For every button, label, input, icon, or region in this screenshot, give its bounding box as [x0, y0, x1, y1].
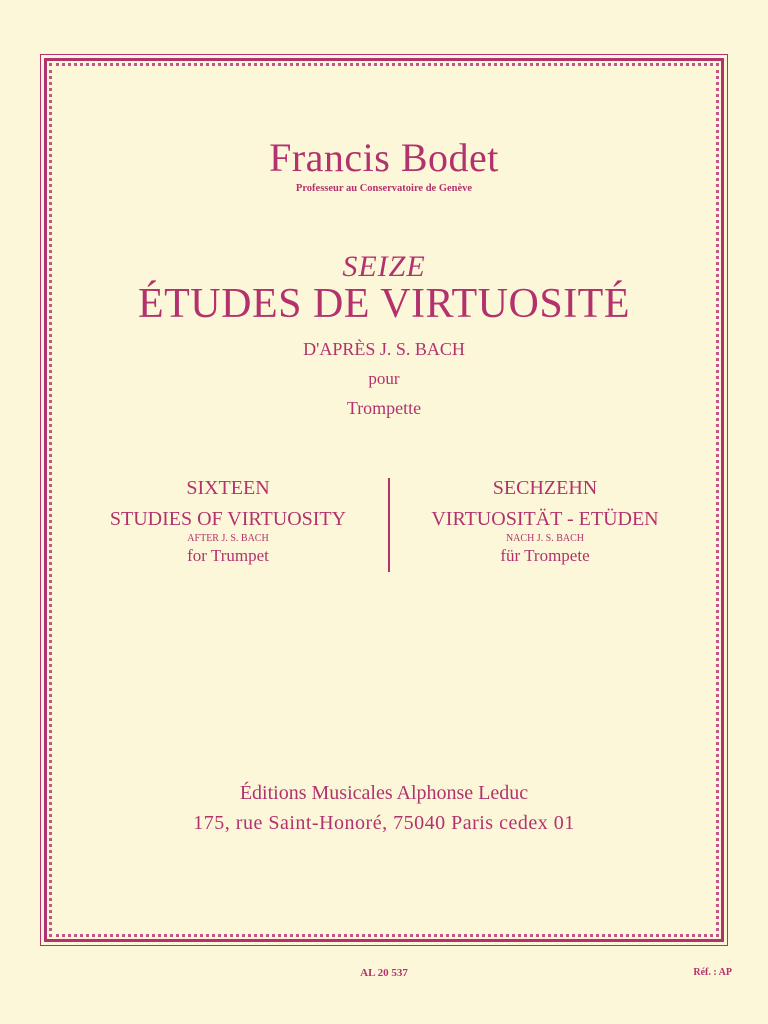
catalog-number: AL 20 537	[360, 967, 408, 979]
english-line-3: AFTER J. S. BACH	[187, 533, 269, 544]
german-line-1: SECHZEHN	[492, 477, 598, 499]
english-line-1: SIXTEEN	[186, 477, 270, 499]
title-after-bach: D'APRÈS J. S. BACH	[303, 339, 465, 359]
english-line-2: STUDIES OF VIRTUOSITY	[109, 508, 347, 530]
publisher-address: 175, rue Saint-Honoré, 75040 Paris cedex 01	[193, 812, 575, 834]
german-line-2: VIRTUOSITÄT - ETÜDEN	[431, 508, 659, 530]
german-line-3: NACH J. S. BACH	[505, 533, 585, 544]
publisher-name: Éditions Musicales Alphonse Leduc	[239, 782, 529, 804]
german-line-4: für Trompete	[500, 546, 590, 565]
german-title-block	[355, 475, 735, 566]
title-instrument: Trompette	[346, 398, 422, 418]
title-number: SEIZE	[342, 250, 426, 283]
main-title: ÉTUDES DE VIRTUOSITÉ	[138, 281, 630, 327]
title-pour: pour	[368, 369, 400, 388]
english-line-4: for Trumpet	[187, 546, 269, 565]
author-subtitle: Professeur au Conservatoire de Genève	[295, 183, 473, 194]
reference-code: Réf. : AP	[693, 967, 732, 978]
author-name: Francis Bodet	[269, 135, 499, 180]
